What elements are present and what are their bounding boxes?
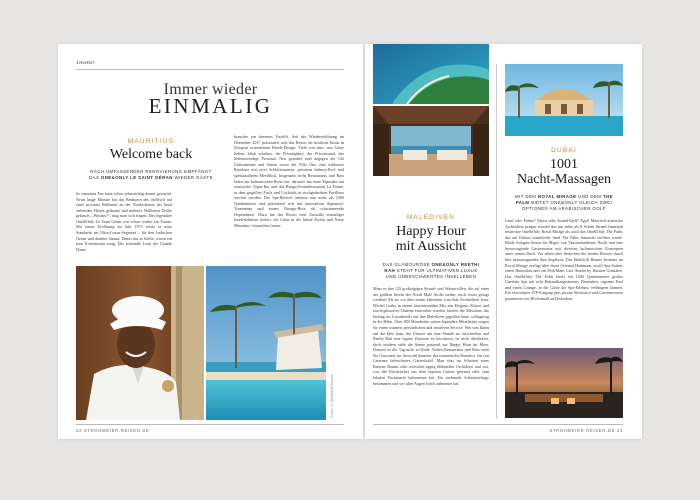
dubai-body: Land oder Palme? Palast oder Strand-Idyll? Egal! Maurisch-arabische Architektur prägen sowohl das um mehr als 6 Schritt Strand Jumeirah erstreckte One&Only Royal Mirage als auch das One&Only The Palm, das auf Dubais künstlicher Insel The Palm Jumeirah eröffnet wurde. Beide Anlagen bieten die Magie von Tausendundeiner Nacht und eine hervorragende Gastronomie mit diversen kulinarischen Konzepten unter einem Dach. Vor allem aber bestechen die beiden Resorts durch ihre herausragenden Spa-Angebote. Das Health & Beauty Institute im Royal Mirage verfügt über einen Oriental Hammam, zwölf Spa-Suiten, einen Haarsalon und ein Pedi/Mani Care Studio by Bastien Gonzalez. Das One&Only The Palm bietet ein 1200 Quadratmeter großes Guerlain Spa mit acht Behandlungsräumen. Besonders, eigenen Pool und einen Lounge, in der Gäste die Spa-Erlebnis verlängern können. Ein verwöhnter VIP-Eingang plus private Ressource und Gartenterrasse garantieren ein Höchstmaß an Diskretion.: [505, 218, 623, 301]
maldives-subtitle: DAS GLAMOURÖSE ONE&ONLY REETHI RAH STEHT FÜR ULTIMATIVEN LUXUS UND UNBESCHWERTES INSELLEBEN: [382, 262, 480, 279]
maldives-title-line2: mit Aussicht: [395, 238, 467, 254]
magazine-name-right: STROHMEIER.REISEN.DE: [549, 428, 616, 433]
page-number: 22: [76, 428, 83, 433]
pool-photo: [206, 266, 326, 420]
footer-rule-right: [373, 424, 623, 425]
aerial-photo: [373, 44, 489, 104]
mauritius-title: Welcome back: [109, 147, 193, 162]
mauritius-location: MAURITIUS: [127, 138, 175, 145]
right-folio: [373, 428, 623, 433]
left-folio: [76, 428, 150, 433]
photo-credit: Fotos: © One&Only Resorts: [330, 374, 334, 418]
maldives-location: MALEDIVEN: [406, 214, 456, 221]
maldives-title-line1: Happy Hour: [396, 224, 466, 239]
mauritius-body-col1: So manchen Fan hatte schon sehnsüchtig darauf gewartet: Neun lange Monate hat das Bedauern des idyllisch auf einer privaten Halbinsel an der Nordostküste der Insel stehenden Hotels gedauert und mehrere Millionen Dollar gekostet. „Woraus?“, mag man sich fragen. Das legendäre One&Only Le Saint Géran war schon vorher ein Traum. Mit seiner Eröffnung im Jahr 1975 setzte es neue Standards im Ultra-Luxus-Segment – für den Indischen Ozean und darüber hinaus. Damit das so bleibt, waren ein paar Korrekturen nötig. Der koloniale Look der Grande Dame: [76, 191, 172, 252]
palace-photo: [505, 64, 623, 136]
footer-rule: [76, 424, 344, 425]
dubai-subtitle: MIT DEM ROYAL MIRAGE UND DEM THE PALM BIETET ONE&ONLY GLEICH ZWEI OPTIONEN AM ARABISCHEN GOLF: [515, 194, 613, 211]
dubai-title-line1: 1001: [550, 157, 578, 172]
dubai-title-line2: Nacht-Massagen: [516, 171, 612, 187]
mauritius-subtitle: NACH UMFASSENDER RENOVIERUNG EMPFÄNGT DAS ONE&ONLY LE SAINT GÉRAN WIEDER GÄSTE: [89, 169, 213, 180]
section-tag: Jetsetter: [76, 60, 95, 66]
magazine-name: STROHMEIER.REISEN.DE: [83, 428, 150, 433]
left-page: [58, 44, 363, 439]
header-rule: [76, 69, 344, 70]
column-divider: [496, 64, 497, 419]
right-page: [365, 44, 642, 439]
butler-photo: [76, 266, 204, 420]
page-headline: EINMALIG: [148, 94, 273, 118]
villa-interior-photo: [373, 106, 489, 176]
maldives-title: [373, 225, 489, 254]
mauritius-body-col2: brauchte ein dezentes Facelift. Seit der Wiedereröffnung im Dezember 2017 präsentiert sich das Resort als moderne Ikone in Zeitgeist orientiertem Beach-Design. Viele von dem, was Gäste lieben, blieb erhalten: die Privatsphäre, der Privatstrand, das liebenswürdige Personal. Neu gestaltet sind dagegen die 142 Gästezimmer und Suiten sowie die Villa One, eine exklusive Residenz mit zwei Schlafzimmern, privatem Infinity-Pool und spektakulärem Meerblick. Insgesamt sechs Restaurants und Bars laden zur kulinarischen Reise ein, darunter das neue Tapasake mit asiatischer Tapas-Bar und das Bungo-Strandrestaurant La Pointe, in dem gegrillter Fisch und Cocktails in strohgedeckten Pavillons serviert werden. Der Spa-Bereich umfasst nun mehr als 1000 Quadratmeter und präsentiert sich mit innovativen Signature-Treatments und einem Vintage-Boot als schwimmende Dependance. Dazu hat das Resort eine Auswahl einmaliger Inselerlebnisse kreiert, die Gäste in die lokale Kultur und Natur Mauritius' eintauchen lassen.: [234, 134, 344, 228]
kicker: Immer wieder: [163, 81, 258, 98]
sunset-photo: [505, 348, 623, 418]
dubai-location: DUBAI: [551, 147, 577, 154]
dubai-title: [505, 158, 623, 187]
page-number-right: 23: [616, 428, 623, 433]
maldives-body: Muss es den 125 großzügigen Strand- und Wasservillen, die auf einer der größten Inseln des North Male Atolls stehen, noch etwas gesagt werden? Als sie vor über einem Jahrzehnt vom Star-Architekten Jean-Michel Gathy in einem faszinierenden Mix aus Eleganz, Klasse und touchyplusoiver Charme entworfen wurden, klettert die Messlatte, die bislang für Luxushotels auf den Malediven gegolten hatte, schlagartig in die Höhe. Über 800 Mitarbeiter setzen legendäre Mitarbeiter sorgen für einen warmen, persönlichen und intuitiven Service. Wer von Ihnen auf die Idee kam, die Uhrzeit um eine Stunde zu verschieben und Reethi Rah eine eigene Zeitzone zu bescheren, ist nicht überliefert, doch seitdem sieht die Sonne passend zur Happy Hour im Meer. Danach ist der Tag nicht zu Ende: Neben Restaurants und Bars zieht Sie Gourmets zur Auswahl darunter das romantische Botanica, ein von Laternen beleuchtetes Gartenlokal. Man sitzt im Schatten eines Banyan Baums oder zwischen üppig blühenden Orchideen und isst, was der Küchenchef aus dem eigenen Garten geerntet oder vom lokalen Fischmarkt bekommen hat. Ein mehrmals Schmetterlinge bekommen und vor aller Augen frisch zubereitet hat.: [373, 286, 489, 386]
